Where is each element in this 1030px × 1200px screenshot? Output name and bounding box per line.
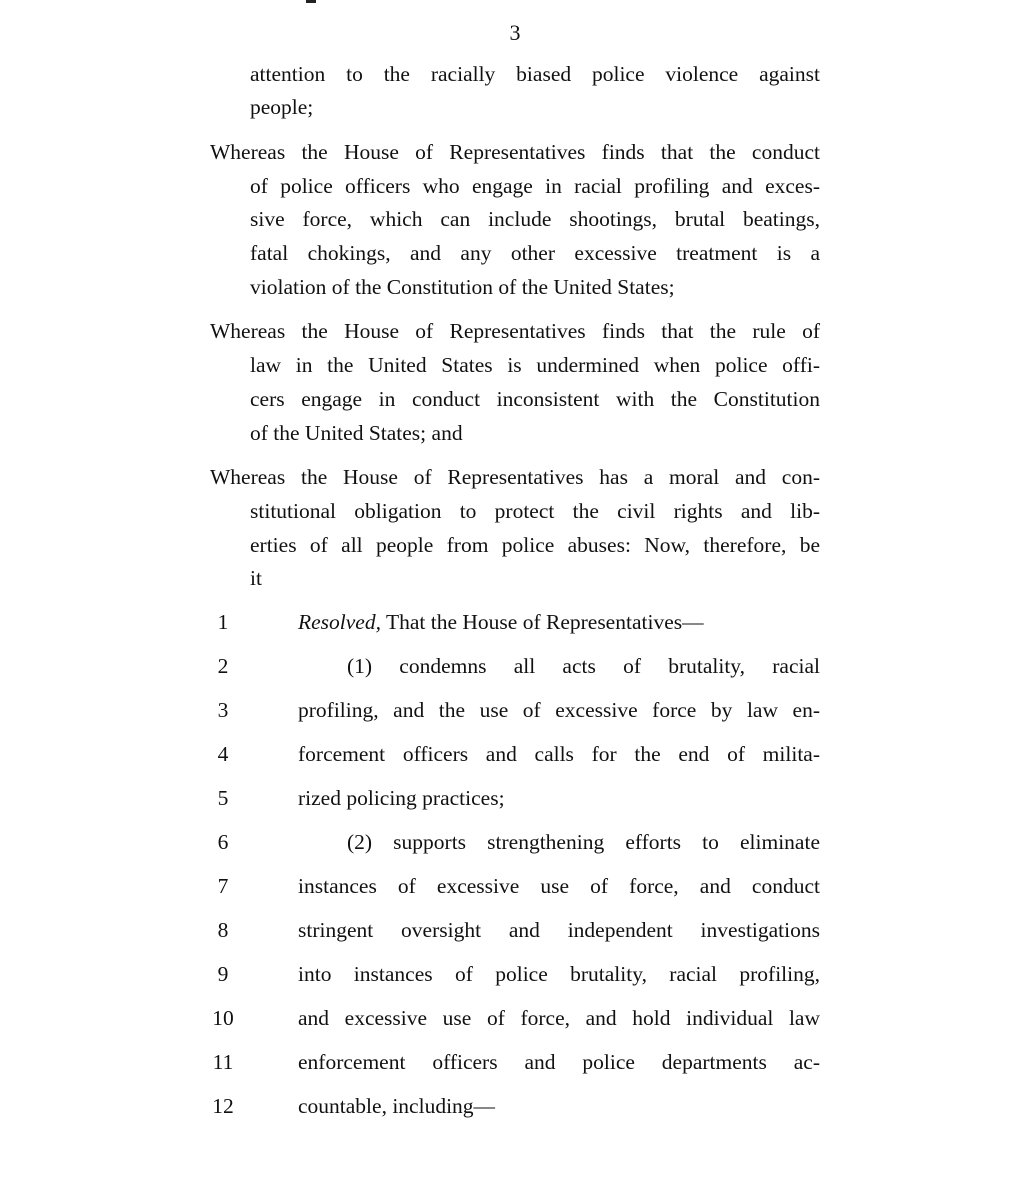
line-number: 8 [217, 918, 229, 942]
resolution-line: enforcement officers and police departments ac- [298, 1050, 820, 1074]
text-line: Whereas the House of Representatives finds that the rule of [210, 319, 820, 343]
line-number: 9 [217, 962, 229, 986]
resolution-line: countable, including— [298, 1094, 496, 1118]
resolution-line [298, 609, 704, 635]
text-line: Whereas the House of Representatives has a moral and con- [210, 465, 820, 489]
text-line: attention to the racially biased police violence against [250, 62, 820, 86]
resolution-line: forcement officers and calls for the end of milita- [298, 742, 820, 766]
resolution-text: That the House of Representatives— [380, 610, 704, 634]
text-line: law in the United States is undermined when police offi- [250, 353, 820, 377]
text-line: it [250, 566, 262, 590]
resolution-line: (2) supports strengthening efforts to eliminate [347, 830, 820, 854]
resolution-line: rized policing practices; [298, 786, 505, 810]
text-line: cers engage in conduct inconsistent with the Constitution [250, 387, 820, 411]
resolution-line: instances of excessive use of force, and conduct [298, 874, 820, 898]
text-line: stitutional obligation to protect the civil rights and lib- [250, 499, 820, 523]
line-number: 1 [217, 610, 229, 634]
resolution-line: into instances of police brutality, racial profiling, [298, 962, 820, 986]
page-edge-mark [306, 0, 316, 3]
line-number: 2 [217, 654, 229, 678]
line-number: 11 [212, 1050, 234, 1074]
resolved-word: Resolved, [298, 610, 381, 634]
resolution-line: profiling, and the use of excessive force by law en- [298, 698, 820, 722]
text-line: people; [250, 95, 314, 119]
text-line: of the United States; and [250, 421, 463, 445]
line-number: 10 [212, 1006, 234, 1030]
line-number: 12 [212, 1094, 234, 1118]
text-line: of police officers who engage in racial profiling and exces- [250, 174, 820, 198]
text-line: violation of the Constitution of the United States; [250, 275, 675, 299]
text-line: Whereas the House of Representatives finds that the conduct [210, 140, 820, 164]
text-line: erties of all people from police abuses: Now, therefore, be [250, 533, 820, 557]
line-number: 4 [217, 742, 229, 766]
line-number: 3 [217, 698, 229, 722]
line-number: 5 [217, 786, 229, 810]
page-number: 3 [509, 20, 521, 45]
line-number: 7 [217, 874, 229, 898]
line-number: 6 [217, 830, 229, 854]
resolution-line: stringent oversight and independent investigations [298, 918, 820, 942]
resolution-line: and excessive use of force, and hold individual law [298, 1006, 820, 1030]
text-line: sive force, which can include shootings, brutal beatings, [250, 207, 820, 231]
resolution-line: (1) condemns all acts of brutality, racial [347, 654, 820, 678]
text-line: fatal chokings, and any other excessive treatment is a [250, 241, 820, 265]
